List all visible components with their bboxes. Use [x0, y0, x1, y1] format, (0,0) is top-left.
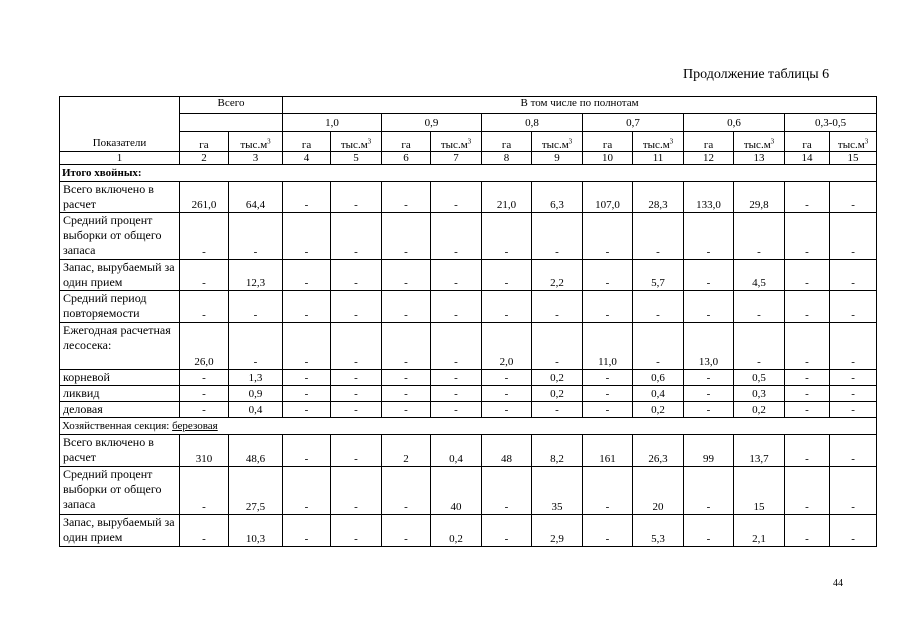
section-row: [60, 165, 877, 182]
table-cell: 13,0: [684, 323, 734, 370]
table-row: [60, 260, 877, 291]
table-cell: -: [684, 260, 734, 291]
unit-exponent: 3: [367, 137, 372, 146]
row-label: Всего включено в расчет: [60, 182, 180, 213]
table-cell: 10,3: [229, 515, 283, 547]
table-cell: -: [482, 291, 532, 323]
table-cell: -: [830, 182, 877, 213]
unit-volume-text: тыс.м: [440, 139, 468, 151]
unit-volume-text: тыс.м: [541, 139, 569, 151]
table-cell: -: [532, 402, 583, 418]
table-cell: 0,4: [229, 402, 283, 418]
table-cell: -: [382, 402, 431, 418]
table-cell: 2,0: [482, 323, 532, 370]
table-cell: -: [180, 291, 229, 323]
table-cell: 35: [532, 467, 583, 515]
table-cell: -: [431, 386, 482, 402]
section-row: [60, 418, 877, 435]
table-cell: -: [229, 323, 283, 370]
table-cell: -: [331, 323, 382, 370]
table-cell: -: [482, 402, 532, 418]
unit-exponent: 3: [568, 137, 573, 146]
unit-volume-text: тыс.м: [642, 139, 670, 151]
unit-ha: га: [785, 132, 830, 152]
column-numbers-row: [60, 152, 877, 165]
table-cell: -: [283, 386, 331, 402]
density-header: 0,3-0,5: [785, 114, 877, 132]
table-cell: 0,2: [532, 386, 583, 402]
column-number: 15: [830, 152, 877, 165]
table-cell: 0,4: [633, 386, 684, 402]
table-cell: -: [331, 515, 382, 547]
table-cell: 0,5: [734, 370, 785, 386]
table-cell: -: [830, 515, 877, 547]
column-number: 12: [684, 152, 734, 165]
column-number: 9: [532, 152, 583, 165]
header-row-units: [60, 132, 877, 152]
unit-volume: [229, 132, 283, 152]
table-cell: -: [180, 370, 229, 386]
table-cell: -: [283, 260, 331, 291]
table-cell: -: [684, 515, 734, 547]
table-cell: -: [482, 515, 532, 547]
table-cell: -: [785, 386, 830, 402]
table-cell: -: [734, 323, 785, 370]
table-cell: -: [283, 515, 331, 547]
table-cell: 1,3: [229, 370, 283, 386]
table-cell: 12,3: [229, 260, 283, 291]
table-row: [60, 386, 877, 402]
column-number: 8: [482, 152, 532, 165]
table-cell: -: [382, 370, 431, 386]
row-label: Средний процент выборки от общего запаса: [60, 213, 180, 260]
table-cell: -: [283, 213, 331, 260]
table-cell: -: [382, 213, 431, 260]
table-cell: -: [734, 213, 785, 260]
table-row: [60, 213, 877, 260]
table-cell: -: [283, 291, 331, 323]
table-cell: -: [830, 467, 877, 515]
table-cell: -: [785, 260, 830, 291]
table-row: [60, 182, 877, 213]
table-cell: -: [382, 515, 431, 547]
unit-ha: га: [283, 132, 331, 152]
unit-volume-text: тыс.м: [240, 139, 268, 151]
unit-exponent: 3: [669, 137, 674, 146]
table-cell: 48: [482, 435, 532, 467]
table-row: [60, 402, 877, 418]
table-cell: -: [684, 386, 734, 402]
row-label: Всего включено в расчет: [60, 435, 180, 467]
section-title-underlined: березовая: [172, 420, 218, 432]
table-cell: 28,3: [633, 182, 684, 213]
density-header: 0,6: [684, 114, 785, 132]
unit-volume: [830, 132, 877, 152]
table-cell: 0,2: [431, 515, 482, 547]
table-row: [60, 467, 877, 515]
table-cell: -: [382, 260, 431, 291]
table-cell: 310: [180, 435, 229, 467]
table-cell: 0,2: [633, 402, 684, 418]
header-row-top: [60, 97, 877, 114]
table-cell: -: [684, 370, 734, 386]
table-cell: -: [431, 291, 482, 323]
unit-volume-text: тыс.м: [340, 139, 368, 151]
row-label: Запас, вырубаемый за один прием: [60, 515, 180, 547]
column-number: 13: [734, 152, 785, 165]
table-cell: -: [785, 323, 830, 370]
row-label: Запас, вырубаемый за один прием: [60, 260, 180, 291]
table-cell: 2,2: [532, 260, 583, 291]
header-row-densities: [60, 114, 877, 132]
table-cell: -: [431, 402, 482, 418]
density-header: 1,0: [283, 114, 382, 132]
section-title: [60, 165, 877, 182]
header-indicators: Показатели: [60, 97, 180, 152]
unit-volume: [633, 132, 684, 152]
table-cell: -: [785, 402, 830, 418]
table-cell: -: [532, 291, 583, 323]
table-cell: -: [532, 213, 583, 260]
table-cell: 99: [684, 435, 734, 467]
column-number: 2: [180, 152, 229, 165]
table-cell: 64,4: [229, 182, 283, 213]
table-cell: -: [583, 213, 633, 260]
table-cell: -: [180, 386, 229, 402]
table-cell: -: [331, 182, 382, 213]
table-cell: -: [283, 323, 331, 370]
table-cell: -: [482, 213, 532, 260]
table-cell: 29,8: [734, 182, 785, 213]
row-label: деловая: [60, 402, 180, 418]
table-cell: 40: [431, 467, 482, 515]
table-cell: -: [583, 291, 633, 323]
table-cell: 48,6: [229, 435, 283, 467]
table-cell: -: [382, 291, 431, 323]
row-label: Ежегодная расчетная лесосека:: [60, 323, 180, 370]
table-row: [60, 370, 877, 386]
table-cell: -: [180, 213, 229, 260]
table-row: [60, 291, 877, 323]
table-cell: -: [532, 323, 583, 370]
column-number: 6: [382, 152, 431, 165]
table-cell: -: [785, 515, 830, 547]
table-cell: 0,2: [734, 402, 785, 418]
unit-volume: [532, 132, 583, 152]
table-cell: 8,2: [532, 435, 583, 467]
table-cell: -: [583, 370, 633, 386]
unit-exponent: 3: [864, 137, 869, 146]
table-cell: -: [830, 402, 877, 418]
table-cell: -: [785, 213, 830, 260]
table-cell: -: [331, 213, 382, 260]
table-cell: -: [482, 260, 532, 291]
table-cell: -: [482, 386, 532, 402]
table-caption: Продолжение таблицы 6: [683, 67, 830, 82]
table-cell: 0,3: [734, 386, 785, 402]
unit-ha: га: [382, 132, 431, 152]
unit-volume: [331, 132, 382, 152]
table-cell: 261,0: [180, 182, 229, 213]
header-including-by-density: В том числе по полнотам: [283, 97, 877, 114]
section-title-bold: Итого хвойных:: [62, 167, 142, 179]
column-number: 4: [283, 152, 331, 165]
unit-exponent: 3: [467, 137, 472, 146]
table-cell: -: [431, 213, 482, 260]
column-number: 7: [431, 152, 482, 165]
table-cell: 5,3: [633, 515, 684, 547]
table-cell: 133,0: [684, 182, 734, 213]
table-cell: 161: [583, 435, 633, 467]
table-cell: -: [785, 467, 830, 515]
table-cell: 0,4: [431, 435, 482, 467]
table-cell: -: [431, 260, 482, 291]
unit-ha: га: [180, 132, 229, 152]
table-row: [60, 323, 877, 370]
table-cell: 5,7: [633, 260, 684, 291]
table-cell: -: [180, 402, 229, 418]
table-cell: -: [431, 182, 482, 213]
table-cell: -: [331, 386, 382, 402]
table-cell: 20: [633, 467, 684, 515]
table-cell: 2: [382, 435, 431, 467]
table-cell: -: [830, 260, 877, 291]
density-header: 0,7: [583, 114, 684, 132]
table-cell: 6,3: [532, 182, 583, 213]
table-cell: -: [684, 213, 734, 260]
table-cell: -: [633, 213, 684, 260]
table-cell: 2,9: [532, 515, 583, 547]
table-cell: -: [830, 213, 877, 260]
table-cell: 15: [734, 467, 785, 515]
table-cell: -: [734, 291, 785, 323]
table-cell: -: [633, 291, 684, 323]
table-cell: -: [830, 323, 877, 370]
table-cell: -: [684, 291, 734, 323]
table-cell: -: [785, 435, 830, 467]
table-cell: -: [180, 260, 229, 291]
table-cell: -: [331, 402, 382, 418]
table-cell: -: [382, 386, 431, 402]
table-cell: -: [482, 467, 532, 515]
unit-exponent: 3: [770, 137, 775, 146]
table-cell: 0,6: [633, 370, 684, 386]
table-cell: 107,0: [583, 182, 633, 213]
row-label: корневой: [60, 370, 180, 386]
table-row: [60, 435, 877, 467]
table-cell: -: [382, 467, 431, 515]
table-cell: -: [684, 402, 734, 418]
table-cell: 0,2: [532, 370, 583, 386]
table-cell: 11,0: [583, 323, 633, 370]
column-number: 11: [633, 152, 684, 165]
table-cell: -: [331, 370, 382, 386]
row-label: Средний период повторяемости: [60, 291, 180, 323]
table-cell: -: [382, 323, 431, 370]
table-cell: -: [785, 182, 830, 213]
density-header: 0,8: [482, 114, 583, 132]
table-cell: -: [583, 467, 633, 515]
table-cell: -: [684, 467, 734, 515]
density-header: 0,9: [382, 114, 482, 132]
unit-ha: га: [583, 132, 633, 152]
table-cell: -: [431, 323, 482, 370]
table-cell: -: [583, 260, 633, 291]
unit-volume-text: тыс.м: [837, 139, 865, 151]
page-number: 44: [833, 578, 843, 589]
table-cell: -: [633, 323, 684, 370]
table-cell: -: [331, 435, 382, 467]
table-body: [60, 165, 877, 547]
table-cell: -: [583, 386, 633, 402]
table-cell: 26,0: [180, 323, 229, 370]
table-cell: -: [229, 213, 283, 260]
unit-exponent: 3: [267, 137, 271, 146]
section-title: [60, 418, 877, 435]
forest-table: [59, 96, 877, 547]
table-cell: -: [283, 435, 331, 467]
column-number: 5: [331, 152, 382, 165]
table-cell: -: [830, 386, 877, 402]
table-cell: -: [431, 370, 482, 386]
table-cell: -: [482, 370, 532, 386]
table-cell: 4,5: [734, 260, 785, 291]
table-cell: -: [283, 370, 331, 386]
table-cell: -: [331, 260, 382, 291]
table-row: [60, 515, 877, 547]
table-cell: -: [283, 182, 331, 213]
row-label: ликвид: [60, 386, 180, 402]
unit-volume-text: тыс.м: [743, 139, 771, 151]
table-cell: -: [382, 182, 431, 213]
table-cell: -: [583, 402, 633, 418]
table-cell: -: [283, 402, 331, 418]
table-cell: -: [785, 291, 830, 323]
column-number: 3: [229, 152, 283, 165]
column-number: 1: [60, 152, 180, 165]
table-cell: -: [830, 370, 877, 386]
table-cell: -: [229, 291, 283, 323]
table-cell: -: [583, 515, 633, 547]
column-number: 10: [583, 152, 633, 165]
table-cell: 21,0: [482, 182, 532, 213]
unit-volume: [734, 132, 785, 152]
table-cell: -: [830, 291, 877, 323]
table-cell: 26,3: [633, 435, 684, 467]
table-cell: -: [331, 467, 382, 515]
table-cell: -: [785, 370, 830, 386]
table-cell: -: [180, 467, 229, 515]
table-cell: -: [283, 467, 331, 515]
table-cell: -: [830, 435, 877, 467]
header-total: Всего: [180, 97, 283, 114]
row-label: Средний процент выборки от общего запаса: [60, 467, 180, 515]
table-cell: 27,5: [229, 467, 283, 515]
table-cell: 2,1: [734, 515, 785, 547]
unit-ha: га: [482, 132, 532, 152]
table-cell: 0,9: [229, 386, 283, 402]
table-cell: -: [331, 291, 382, 323]
header-total-spacer: [180, 114, 283, 132]
table-cell: 13,7: [734, 435, 785, 467]
section-title-text: Хозяйственная секция:: [62, 420, 173, 432]
column-number: 14: [785, 152, 830, 165]
unit-volume: [431, 132, 482, 152]
unit-ha: га: [684, 132, 734, 152]
table-cell: -: [180, 515, 229, 547]
